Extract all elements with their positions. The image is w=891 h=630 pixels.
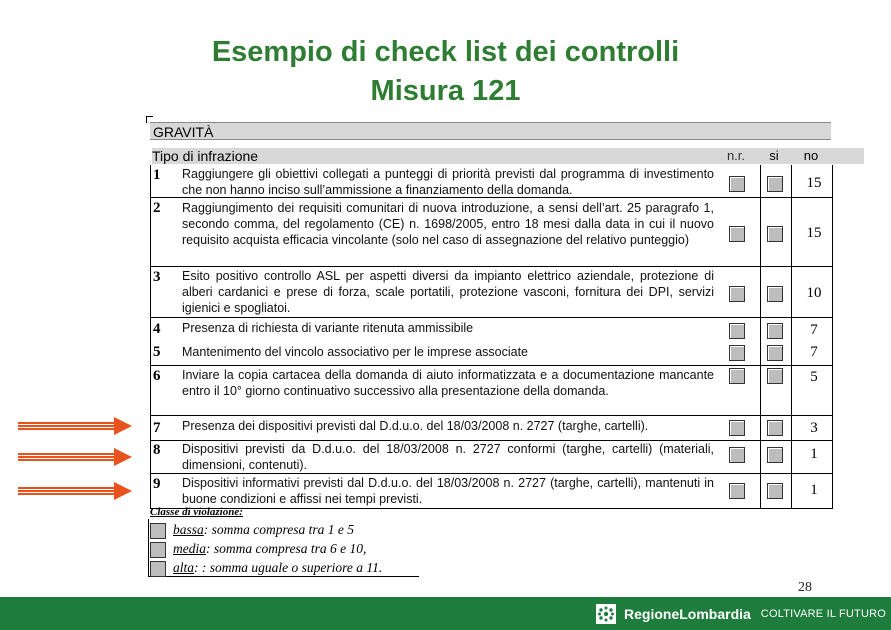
- legend-text: : : somma uguale o superiore a 11.: [194, 560, 383, 575]
- page-subtitle: Misura 121: [370, 75, 521, 107]
- table-row: [151, 165, 832, 198]
- legend-label: bassa: [173, 522, 204, 537]
- row-number: 9: [153, 476, 161, 492]
- checkbox-si[interactable]: [767, 368, 783, 384]
- column-divider: [760, 165, 761, 509]
- checklist-table: [150, 165, 833, 509]
- legend-item-media: [150, 540, 366, 557]
- legend-text: : somma compresa tra 6 e 10,: [206, 541, 367, 556]
- legend-label: media: [173, 541, 206, 556]
- header-nr: n.r.: [726, 148, 746, 163]
- column-divider: [791, 165, 792, 509]
- checkbox-nr[interactable]: [729, 345, 745, 361]
- checkbox-nr[interactable]: [729, 368, 745, 384]
- legend-text: : somma compresa tra 1 e 5: [203, 522, 354, 537]
- header-no: no: [803, 148, 819, 163]
- row-value: 5: [810, 369, 818, 385]
- row-text: Esito positivo controllo ASL per aspetti diversi da impianto elettrico aziendale, protezione di alberi cardanici e prese di forza, scale portatili, protezione vasconi, fornitura dei DPI, servizi igienici e spogliatoi.: [182, 269, 714, 315]
- row-text: Dispositivi informativi previsti dal D.d.u.o. del 18/03/2008 n. 2727 (targhe, cartelli), mantenuti in buone condizioni e affissi nei tempi previsti.: [182, 476, 714, 506]
- row-value: 10: [806, 285, 822, 301]
- row-value: 1: [810, 446, 818, 462]
- table-row: [151, 416, 832, 441]
- checkbox-nr[interactable]: [729, 323, 745, 339]
- row-number: 3: [153, 269, 161, 285]
- table-row: [151, 198, 832, 267]
- row-number: 8: [153, 442, 161, 458]
- legend-checkbox[interactable]: [150, 542, 166, 558]
- arrow-icon: [18, 447, 132, 467]
- page-number: 28: [798, 580, 812, 595]
- row-number: 1: [153, 167, 161, 183]
- checkbox-nr[interactable]: [729, 420, 745, 436]
- row-text: Raggiungimento dei requisiti comunitari di nuova introduzione, a sensi dell’art. 25 paragrafo 1, secondo comma, del regolamento (CE) n. 1698/2005, entro 18 mesi dalla data in cui il nuovo requisito acquista efficacia vincolante (solo nel caso di assegnazione del relativo punteggio): [182, 201, 714, 247]
- checkbox-si[interactable]: [767, 345, 783, 361]
- header-tipo: Tipo di infrazione: [152, 148, 864, 164]
- legend-item-bassa: [150, 521, 354, 538]
- row-value: 15: [806, 175, 822, 191]
- arrow-icon: [18, 416, 132, 436]
- checkbox-si[interactable]: [767, 323, 783, 339]
- checklist-sheet: [146, 116, 842, 578]
- row-number: 4: [153, 321, 161, 337]
- checkbox-nr[interactable]: [729, 447, 745, 463]
- brand-slogan: COLTIVARE IL FUTURO: [760, 608, 887, 620]
- header-si: si: [769, 148, 779, 163]
- row-value: 3: [810, 420, 818, 436]
- row-value: 7: [810, 322, 818, 338]
- row-text: Presenza di richiesta di variante ritenuta ammissibile: [182, 321, 474, 335]
- checkbox-nr[interactable]: [729, 176, 745, 192]
- checkbox-si[interactable]: [767, 176, 783, 192]
- legend-checkbox[interactable]: [150, 523, 166, 539]
- checkbox-nr[interactable]: [729, 286, 745, 302]
- row-value: 1: [810, 482, 818, 498]
- legend-item-alta: [150, 559, 382, 576]
- row-number: 5: [153, 344, 161, 360]
- checkbox-nr[interactable]: [729, 483, 745, 499]
- checkbox-si[interactable]: [767, 420, 783, 436]
- row-text: Presenza dei dispositivi previsti dal D.d.u.o. del 18/03/2008 n. 2727 (targhe, cartelli).: [182, 419, 649, 433]
- legend-label: alta: [173, 560, 195, 575]
- region-logo: [596, 603, 886, 625]
- checkbox-si[interactable]: [767, 447, 783, 463]
- legend-title: Classe di violazione:: [150, 506, 243, 518]
- row-text: Raggiungere gli obiettivi collegati a punteggi di priorità previsti dal programma di investimento che non hanno inciso sull’ammissione a finanziamento della domanda.: [182, 167, 714, 197]
- legend-checkbox[interactable]: [150, 561, 166, 577]
- row-text: Inviare la copia cartacea della domanda di aiuto informatizzata e a documentazione mancante entro il 10° giorno continuativo successivo alla presentazione della domanda.: [182, 368, 714, 398]
- row-value: 7: [810, 344, 818, 360]
- row-number: 6: [153, 368, 161, 384]
- row-text: Dispositivi previsti da D.d.u.o. del 18/03/2008 n. 2727 conformi (targhe, cartelli) (materiali, dimensioni, contenuti).: [182, 442, 714, 472]
- rosa-camuna-icon: [596, 604, 616, 624]
- checkbox-nr[interactable]: [729, 226, 745, 242]
- table-row: [151, 267, 832, 318]
- table-row: [151, 474, 832, 509]
- page-title: Esempio di check list dei controlli: [211, 36, 680, 68]
- section-header: GRAVITÀ: [150, 122, 831, 140]
- row-number: 7: [153, 420, 161, 436]
- row-number: 2: [153, 200, 161, 216]
- checkbox-si[interactable]: [767, 483, 783, 499]
- table-row: [151, 441, 832, 474]
- row-value: 15: [806, 225, 822, 241]
- arrow-icon: [18, 481, 132, 501]
- row-text: Mantenimento del vincolo associativo per le imprese associate: [182, 345, 529, 359]
- table-row: [151, 366, 832, 416]
- brand-name: RegioneLombardia: [624, 606, 751, 622]
- table-row: [151, 318, 832, 366]
- checkbox-si[interactable]: [767, 226, 783, 242]
- checkbox-si[interactable]: [767, 286, 783, 302]
